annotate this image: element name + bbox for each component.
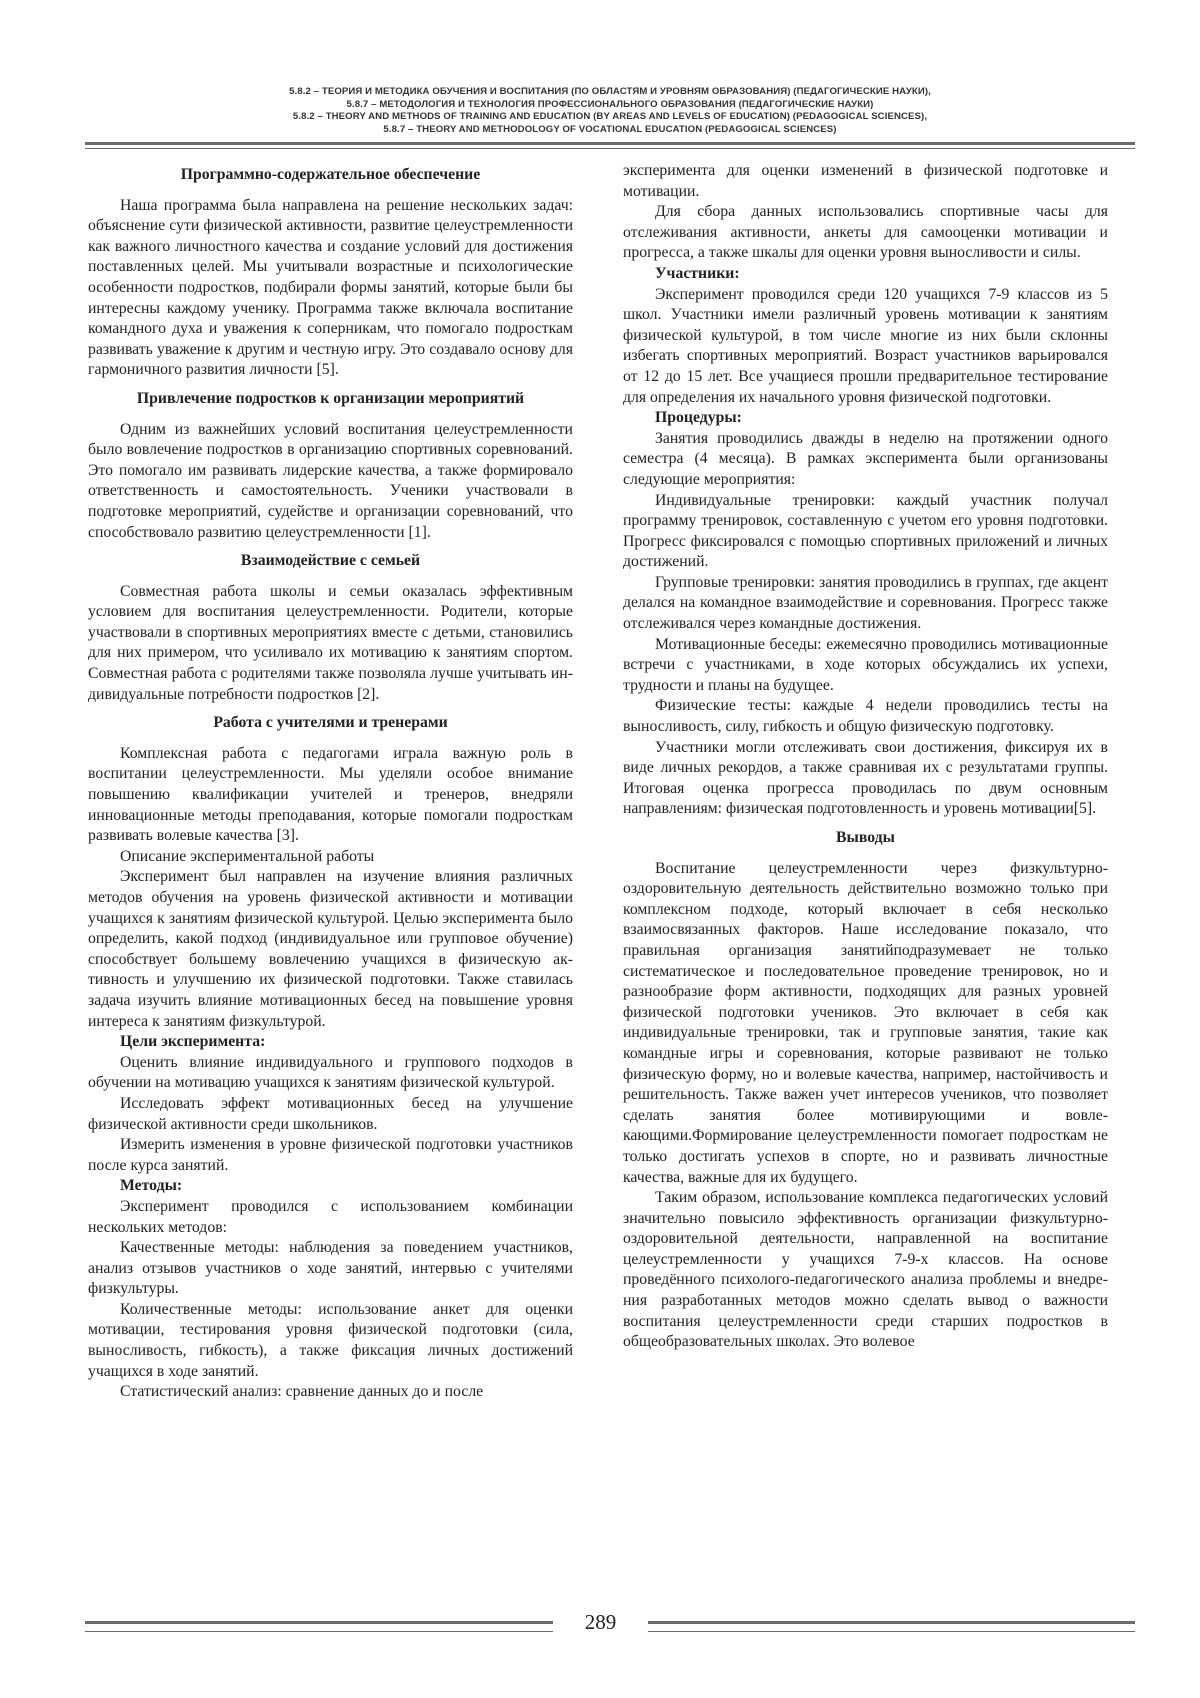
paragraph: Измерить изменения в уровне физической подготовки участников после курса занятий. bbox=[88, 1136, 573, 1174]
paragraph: Воспитание целеустремленности через физкультурно-оздоровительную деятельность действительно возможно только при комплексном подходе, который включает в себя несколько взаимосвязанных факторов. Наше исследование показало, что правильная организация занятийподразумевает не только систематическое и последовательное проведение тренировок, но и разнообразие форм активности, подходящих для разных уровней физической подготовки учеников. Это включает в себя как индивидуальные тренировки, так и групповые занятия, такие как командные игры и соревнования, которые развивают не только физическую форму, но и волевые качества, например, настойчивость и решительность. Также важен учет интересов учеников, что позволяет сделать занятия более мотивирующими и вовлекающими.Формирование целеустремленности помогает подросткам не только достигать успехов в спорте, но и развивать личностные качества, важные для их будущего. bbox=[623, 859, 1108, 1186]
section-heading-program: Программно-содержательное обеспечение bbox=[180, 166, 481, 183]
right-column bbox=[623, 161, 1108, 1353]
header-line-1: 5.8.2 – ТЕОРИЯ И МЕТОДИКА ОБУЧЕНИЯ И ВОСПИТАНИЯ (ПО ОБЛАСТЯМ И УРОВНЯМ ОБРАЗОВАНИЯ) (ПЕДАГОГИЧЕСКИЕ НАУКИ), bbox=[289, 86, 931, 97]
subheading-methods: Методы: bbox=[120, 1177, 183, 1195]
paragraph: Мотивационные беседы: ежемесячно проводились мотивационные встречи с участниками, в ходе которых обсуждались их успехи, трудности и планы на будущее. bbox=[623, 635, 1108, 694]
paragraph: Эксперимент был направлен на изучение влияния различных методов обучения на уровень физической активности и мотивации учащихся к занятиям физической культурой. Целью эксперимента было определить, какой подход (индивидуальное или групповое обучение) способствует большему вовлечению учащихся в физическую активность и улучшению их физической подготовки. Также ставилась задача изучить влияние мотивационных бесед на повышение уровня интереса к занятиям физкультурой. bbox=[88, 868, 573, 1030]
paragraph: Участники могли отслеживать свои достижения, фиксируя их в виде личных рекордов, а также сравнивая их с результатами группы. Итоговая оценка прогресса проводилась по двум основным направлениям: физическая подготовленность и уровень мотивации[5]. bbox=[623, 738, 1108, 818]
section-heading-family: Взаимодействие с семьей bbox=[240, 552, 421, 570]
section-heading-conclusions: Выводы bbox=[836, 829, 895, 846]
paragraph: Качественные методы: наблюдения за поведением участников, анализ отзывов участников о ходе занятий, интервью с учителями физкультуры. bbox=[88, 1239, 573, 1298]
paragraph: Наша программа была направлена на решение нескольких задач: объяснение сути физической активности, развитие целеустремленности как важного личностного качества и создание условий для достижения поставленных целей. Мы учитывали возрастные и психологические особенности подростков, подбирали формы занятий, которые были бы интересны каждому ученику. Программа также включала воспитание командного духа и уважения к соперникам, что помогало подросткам развивать уважение к другим и честную игру. Это создавало основу для гармоничного развития личности [5]. bbox=[88, 196, 573, 379]
paragraph: Индивидуальные тренировки: каждый участник получал программу тренировок, составленную с учетом его уровня подготовки. Прогресс фиксировался с помощью спортивных приложений и личных достижений. bbox=[623, 491, 1108, 571]
subheading-goals: Цели эксперимента: bbox=[120, 1033, 266, 1051]
paragraph: Эксперимент проводился с использованием комбинации нескольких методов: bbox=[88, 1197, 573, 1236]
paragraph: Одним из важнейших условий воспитания целеустремленности было вовлечение подростков в организацию спортивных соревнований. Это помогало им развивать лидерские качества, а также формировало ответственность и самостоятельность. Ученики участвовали в подготовке мероприятий, судействе и организации соревнований, что способствовало развитию целеустремленности [1]. bbox=[88, 420, 573, 541]
paragraph: Таким образом, использование комплекса педагогических условий значительно повысило эффективность организации физкультурно-оздоровительной деятельности, направленной на воспитание целеустремленности у учащихся 7-9-х классов. На основе проведённого психолого-педагогического анализа проблемы и внедрения разработанных методов можно сделать вывод о важности воспитания целеустремленности среди старших подростков в общеобразовательных школах. Это волевое bbox=[623, 1189, 1108, 1351]
page-number: 289 bbox=[584, 1610, 617, 1634]
header-rule-thin bbox=[85, 148, 1135, 149]
paragraph: Количественные методы: использование анкет для оценки мотивации, тестирования уровня физической подготовки (сила, выносливость, гибкость), а также фиксация личных достижений учащихся в ходе занятий. bbox=[88, 1300, 573, 1380]
paragraph: Исследовать эффект мотивационных бесед на улучшение физической активности среди школьников. bbox=[88, 1094, 573, 1133]
paragraph: Эксперимент проводился среди 120 учащихся 7-9 классов из 5 школ. Участники имели различный уровень мотивации к занятиям физической культурой, в том числе многие из них были склонны избегать спортивных мероприятий. Возраст участников варьировался от 12 до 15 лет. Все учащиеся прошли предварительное тестирование для определения их начального уровня физической подготовки. bbox=[623, 285, 1108, 406]
paragraph: Совместная работа школы и семьи оказалась эффективным условием для воспитания целеустремленности. Родители, которые участвовали в спортивных мероприятиях вместе с детьми, становились для них примером, что усиливало их мотивацию к занятиям спортом. Совместная работа с родителями также позволяла лучше учитывать индивидуальные потребности подростков [2]. bbox=[88, 582, 573, 703]
footer-rule-right bbox=[648, 1621, 1135, 1632]
paragraph: Физические тесты: каждые 4 недели проводились тесты на выносливость, силу, гибкость и общую физическую подготовку. bbox=[623, 697, 1108, 736]
paragraph: эксперимента для оценки изменений в физической подготовке и мотивации. bbox=[623, 162, 1108, 200]
paragraph: Групповые тренировки: занятия проводились в группах, где акцент делался на командное взаимодействие и соревнования. Прогресс также отслеживался через командные достижения. bbox=[623, 573, 1108, 633]
header-line-3: 5.8.2 – THEORY AND METHODS OF TRAINING AND EDUCATION (BY AREAS AND LEVELS OF EDUCATION) (PEDAGOGICAL SCIENCES), bbox=[292, 111, 928, 123]
subheading-participants: Участники: bbox=[655, 264, 740, 282]
paragraph: Для сбора данных использовались спортивные часы для отслеживания активности, анкеты для самооценки мотивации и прогресса, а также шкалы для оценки уровня выносливости и силы. bbox=[623, 203, 1108, 262]
paragraph: Статистический анализ: сравнение данных до и после bbox=[120, 1383, 484, 1401]
running-header bbox=[85, 86, 1135, 136]
paragraph: Занятия проводились дважды в неделю на протяжении одного семестра (4 месяца). В рамках эксперимента были организованы следующие мероприятия: bbox=[623, 429, 1108, 488]
header-line-4: 5.8.7 – THEORY AND METHODOLOGY OF VOCATIONAL EDUCATION (PEDAGOGICAL SCIENCES) bbox=[383, 123, 837, 135]
header-line-2: 5.8.7 – МЕТОДОЛОГИЯ И ТЕХНОЛОГИЯ ПРОФЕССИОНАЛЬНОГО ОБРАЗОВАНИЯ (ПЕДАГОГИЧЕСКИЕ НАУКИ) bbox=[346, 98, 874, 110]
paragraph: Оценить влияние индивидуального и группового подходов в обучении на мотивацию учащихся к занятиям физической культурой. bbox=[88, 1053, 573, 1092]
paragraph: Комплексная работа с педагогами играла важную роль в воспитании целеустремленности. Мы уделяли особое внимание повышению квалификации учителей и тренеров, внедряли инновационные методы преподавания, которые помогали подросткам развивать волевые качества [3]. bbox=[88, 744, 573, 845]
section-heading-involvement: Привлечение подростков к организации мероприятий bbox=[136, 389, 525, 407]
paragraph: Описание экспериментальной работы bbox=[120, 847, 375, 865]
footer-rule-left bbox=[85, 1621, 553, 1632]
left-column bbox=[88, 165, 573, 1403]
section-heading-teachers: Работа с учителями и тренерами bbox=[213, 714, 448, 732]
subheading-procedures: Процедуры: bbox=[655, 409, 742, 427]
header-rule-thick bbox=[85, 142, 1135, 145]
